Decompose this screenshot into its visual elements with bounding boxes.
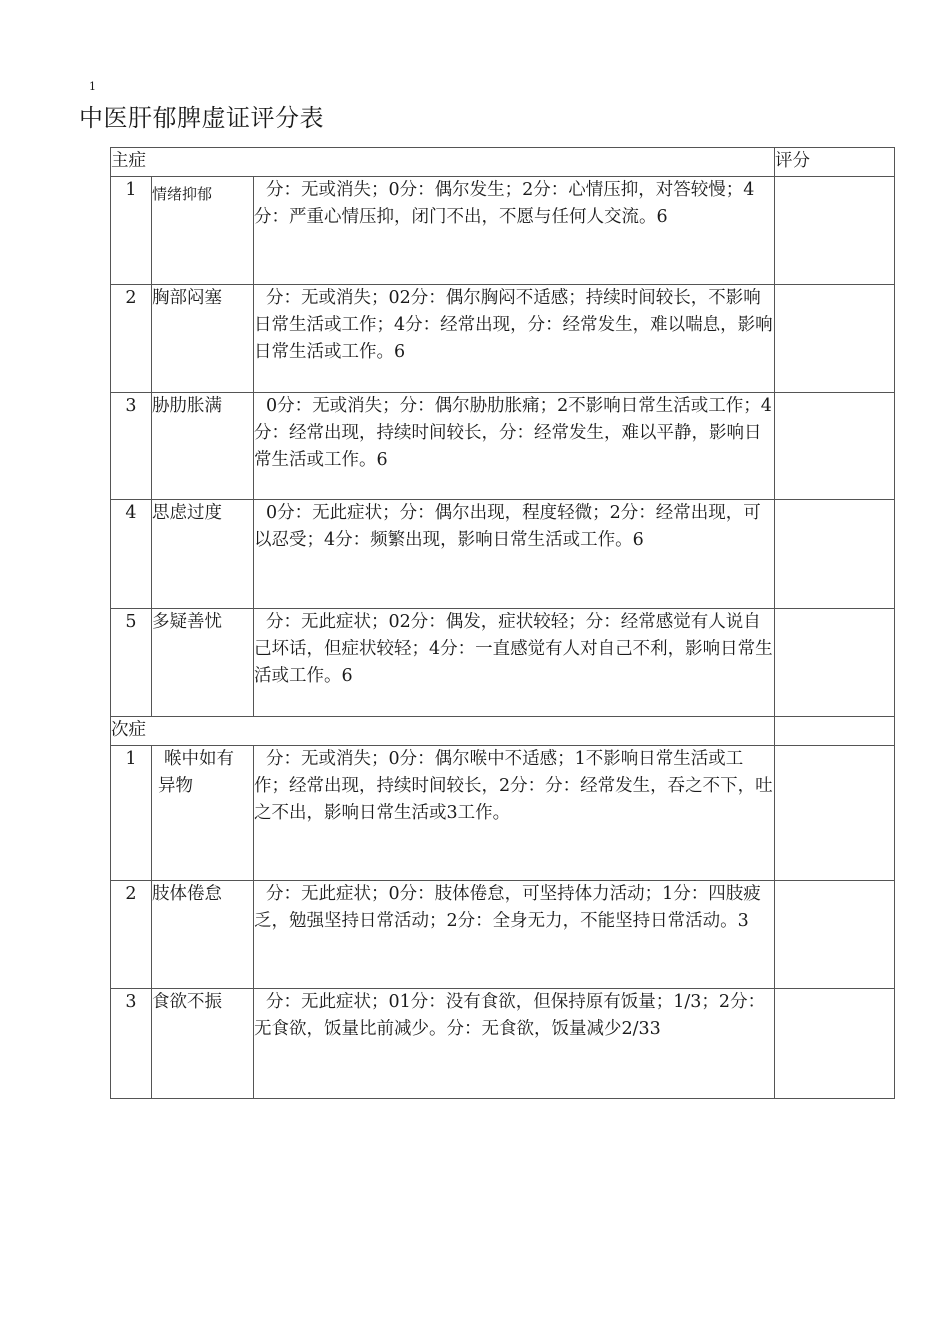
- secondary-symptoms-header: 次症: [111, 717, 775, 746]
- score-header-blank: [775, 717, 895, 746]
- row-number: 1: [111, 746, 152, 881]
- scoring-criteria: 分：无或消失；0分：偶尔发生；2分：心情压抑，对答较慢；4分：严重心情压抑，闭门不出，不愿与任何人交流。6: [254, 177, 775, 285]
- scoring-criteria: 分：无此症状；0分：肢体倦怠，可坚持体力活动；1分：四肢疲乏，勉强坚持日常活动；2分：全身无力，不能坚持日常活动。3: [254, 881, 775, 989]
- score-cell[interactable]: [775, 500, 895, 609]
- row-number: 3: [111, 989, 152, 1099]
- symptom-name-line1: 喉中如有: [164, 749, 234, 769]
- row-number: 2: [111, 285, 152, 393]
- main-symptoms-header-row: [111, 148, 895, 177]
- symptom-name: 情绪抑郁: [152, 177, 254, 285]
- secondary-symptoms-header-row: [111, 717, 895, 746]
- symptom-name: 思虑过度: [152, 500, 254, 609]
- score-cell[interactable]: [775, 285, 895, 393]
- scoring-table: [110, 147, 895, 1099]
- main-symptoms-header: 主症: [111, 148, 775, 177]
- scoring-criteria: 分：无或消失；02分：偶尔胸闷不适感；持续时间较长，不影响日常生活或工作；4分：经常出现，分：经常发生，难以喘息，影响日常生活或工作。6: [254, 285, 775, 393]
- scoring-criteria: 分：无此症状；02分：偶发，症状较轻；分：经常感觉有人说自己坏话，但症状较轻；4分：一直感觉有人对自己不利，影响日常生活或工作。6: [254, 609, 775, 717]
- table-row: [111, 881, 895, 989]
- scoring-criteria: 0分：无或消失；分：偶尔胁肋胀痛；2不影响日常生活或工作；4分：经常出现，持续时间较长，分：经常发生，难以平静，影响日常生活或工作。6: [254, 393, 775, 500]
- score-cell[interactable]: [775, 989, 895, 1099]
- score-cell[interactable]: [775, 609, 895, 717]
- table-row: [111, 285, 895, 393]
- scoring-criteria: 0分：无此症状；分：偶尔出现，程度轻微；2分：经常出现，可以忍受；4分：频繁出现，影响日常生活或工作。6: [254, 500, 775, 609]
- score-cell[interactable]: [775, 881, 895, 989]
- row-number: 1: [111, 177, 152, 285]
- table-row: [111, 989, 895, 1099]
- page-number: 1: [89, 80, 96, 93]
- symptom-name: 多疑善忧: [152, 609, 254, 717]
- table-row: [111, 393, 895, 500]
- symptom-name: 胸部闷塞: [152, 285, 254, 393]
- scoring-criteria: 分：无此症状；01分：没有食欲，但保持原有饭量；1/3；2分：无食欲，饭量比前减少。分：无食欲，饭量减少2/33: [254, 989, 775, 1099]
- symptom-name-line2: 异物: [158, 776, 193, 796]
- score-cell[interactable]: [775, 393, 895, 500]
- row-number: 2: [111, 881, 152, 989]
- row-number: 5: [111, 609, 152, 717]
- table-row: [111, 177, 895, 285]
- symptom-name: 胁肋胀满: [152, 393, 254, 500]
- score-cell[interactable]: [775, 746, 895, 881]
- symptom-name: 食欲不振: [152, 989, 254, 1099]
- row-number: 3: [111, 393, 152, 500]
- symptom-name: [152, 746, 254, 881]
- table-row: [111, 746, 895, 881]
- symptom-name: 肢体倦怠: [152, 881, 254, 989]
- scoring-criteria: 分：无或消失；0分：偶尔喉中不适感；1不影响日常生活或工作；经常出现，持续时间较长，2分：分：经常发生，吞之不下，吐之不出，影响日常生活或3工作。: [254, 746, 775, 881]
- score-column-header: 评分: [775, 148, 895, 177]
- table-row: [111, 500, 895, 609]
- row-number: 4: [111, 500, 152, 609]
- document-title: 中医肝郁脾虚证评分表: [79, 104, 324, 132]
- table-row: [111, 609, 895, 717]
- score-cell[interactable]: [775, 177, 895, 285]
